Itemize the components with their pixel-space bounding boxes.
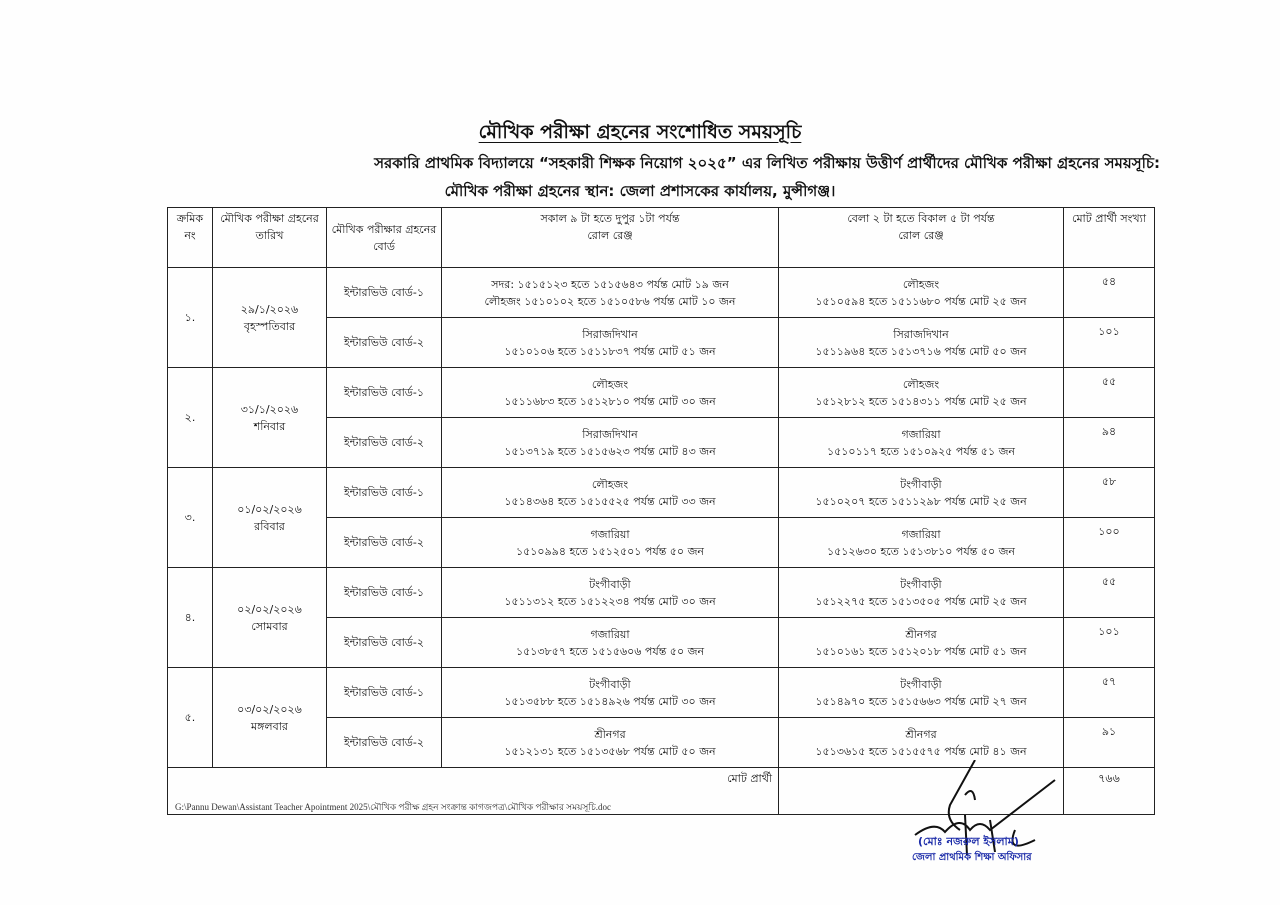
board-cell: ইন্টারভিউ বোর্ড-২	[327, 618, 442, 668]
afternoon-location: গজারিয়া	[901, 527, 941, 541]
morning-roll-range: ১৫১৩৫৮৮ হতে ১৫১৪৯২৬ পর্যন্ত মোট ৩০ জন	[504, 694, 716, 708]
header-date: মৌখিক পরীক্ষা গ্রহনের তারিখ	[213, 208, 327, 268]
morning-location: সিরাজদিখান	[582, 327, 638, 341]
afternoon-range-cell	[779, 668, 1064, 718]
morning-range-cell	[442, 418, 779, 468]
total-candidates-cell: ৫৭	[1064, 668, 1155, 718]
afternoon-location: শ্রীনগর	[905, 627, 937, 641]
document-title	[0, 118, 1280, 150]
morning-location: শ্রীনগর	[594, 727, 626, 741]
morning-location: টংগীবাড়ী	[589, 577, 631, 591]
table-row	[168, 468, 1155, 518]
date-cell	[213, 568, 327, 668]
morning-range-cell	[442, 568, 779, 618]
afternoon-location: সিরাজদিখান	[893, 327, 949, 341]
afternoon-roll-range: ১৫১০১১৭ হতে ১৫১০৯২৫ পর্যন্ত ৫১ জন	[827, 444, 1015, 458]
afternoon-roll-range: ১৫১২২৭৫ হতে ১৫১৩৫০৫ পর্যন্ত মোট ২৫ জন	[815, 594, 1027, 608]
exam-day: সোমবার	[251, 619, 288, 633]
morning-location: সদর: ১৫১৫১২৩ হতে ১৫১৫৬৪৩ পর্যন্ত মোট ১৯ জন	[491, 277, 729, 291]
total-candidates-cell: ৯৪	[1064, 418, 1155, 468]
morning-range-cell	[442, 468, 779, 518]
morning-range-cell	[442, 518, 779, 568]
date-cell	[213, 468, 327, 568]
header-morning-sub: রোল রেঞ্জ	[587, 229, 633, 242]
afternoon-range-cell	[779, 268, 1064, 318]
exam-date: ০৩/০২/২০২৬	[237, 702, 302, 716]
afternoon-roll-range: ১৫১০২০৭ হতে ১৫১১২৯৮ পর্যন্ত মোট ২৫ জন	[815, 494, 1027, 508]
serial-cell: ২.	[168, 368, 213, 468]
header-total: মোট প্রার্থী সংখ্যা	[1064, 208, 1155, 268]
morning-roll-range: ১৫১২১৩১ হতে ১৫১৩৫৬৮ পর্যন্ত মোট ৫০ জন	[504, 744, 716, 758]
table-row	[168, 568, 1155, 618]
afternoon-location: শ্রীনগর	[905, 727, 937, 741]
exam-date: ২৯/১/২০২৬	[240, 302, 299, 316]
board-cell: ইন্টারভিউ বোর্ড-১	[327, 568, 442, 618]
morning-roll-range: ১৫১৩৮৫৭ হতে ১৫১৫৬০৬ পর্যন্ত ৫০ জন	[515, 644, 705, 658]
document-subtitle: সরকারি প্রাথমিক বিদ্যালয়ে “সহকারী শিক্ষক নিয়োগ ২০২৫” এর লিখিত পরীক্ষায় উত্তীর্ণ প্রার্থীদের মৌখিক পরীক্ষা গ্রহনের সময়সূচি:	[374, 154, 1160, 172]
exam-day: শনিবার	[253, 419, 286, 433]
board-cell: ইন্টারভিউ বোর্ড-১	[327, 368, 442, 418]
header-afternoon-sub: রোল রেঞ্জ	[898, 229, 944, 242]
exam-day: বৃহস্পতিবার	[243, 319, 296, 333]
morning-location: গজারিয়া	[590, 527, 630, 541]
date-cell	[213, 368, 327, 468]
afternoon-roll-range: ১৫১১৯৬৪ হতে ১৫১৩৭১৬ পর্যন্ত মোট ৫০ জন	[815, 344, 1027, 358]
signatory-name: (মোঃ নজরুল ইসলাম)	[918, 835, 1019, 848]
morning-roll-range: ১৫১১৩১২ হতে ১৫১২২৩৪ পর্যন্ত মোট ৩০ জন	[504, 594, 716, 608]
title-text: মৌখিক পরীক্ষা গ্রহনের সংশোধিত সময়সূচি	[478, 121, 802, 143]
exam-date: ৩১/১/২০২৬	[240, 402, 299, 416]
header-afternoon-time: বেলা ২ টা হতে বিকাল ৫ টা পর্যন্ত	[847, 212, 995, 225]
footer-file-path: G:\Pannu Dewan\Assistant Teacher Apointment 2025\মৌখিক পরীক্ষ গ্রহন সংক্রান্ত কাগজপত্র\মৌখিক পরীক্ষার সময়সূচি.doc	[175, 802, 612, 812]
morning-roll-range: ১৫১০১০৬ হতে ১৫১১৮৩৭ পর্যন্ত মোট ৫১ জন	[504, 344, 716, 358]
afternoon-location: টংগীবাড়ী	[900, 677, 942, 691]
afternoon-location: লৌহজং	[902, 377, 940, 391]
afternoon-location: টংগীবাড়ী	[900, 477, 942, 491]
total-candidates-cell: ৫৫	[1064, 368, 1155, 418]
total-candidates-cell: ১০০	[1064, 518, 1155, 568]
total-candidates-cell: ৫৪	[1064, 268, 1155, 318]
schedule-body	[168, 268, 1155, 815]
afternoon-range-cell	[779, 468, 1064, 518]
morning-location: লৌহজং	[591, 477, 629, 491]
header-morning-time: সকাল ৯ টা হতে দুপুর ১টা পর্যন্ত	[540, 212, 680, 225]
total-candidates-cell: ৫৮	[1064, 468, 1155, 518]
header-morning	[442, 208, 779, 268]
afternoon-roll-range: ১৫১২৮১২ হতে ১৫১৪৩১১ পর্যন্ত মোট ২৫ জন	[815, 394, 1027, 408]
grand-total-value: ৭৬৬	[1064, 768, 1155, 815]
signatory-designation: জেলা প্রাথমিক শিক্ষা অফিসার	[912, 852, 1032, 863]
morning-roll-range: ১৫১১৬৮৩ হতে ১৫১২৮১০ পর্যন্ত মোট ৩০ জন	[504, 394, 716, 408]
board-cell: ইন্টারভিউ বোর্ড-২	[327, 418, 442, 468]
board-cell: ইন্টারভিউ বোর্ড-২	[327, 318, 442, 368]
afternoon-range-cell	[779, 568, 1064, 618]
exam-date: ০২/০২/২০২৬	[237, 602, 302, 616]
header-afternoon	[779, 208, 1064, 268]
morning-location: লৌহজং	[591, 377, 629, 391]
table-row	[168, 268, 1155, 318]
morning-location: টংগীবাড়ী	[589, 677, 631, 691]
header-serial: ক্রমিক নং	[168, 208, 213, 268]
morning-range-cell	[442, 668, 779, 718]
exam-venue: মৌখিক পরীক্ষা গ্রহনের স্থান: জেলা প্রশাসকের কার্যালয়, মুন্সীগঞ্জ।	[444, 182, 836, 200]
afternoon-range-cell	[779, 518, 1064, 568]
morning-range-cell	[442, 718, 779, 768]
table-header-row	[168, 208, 1155, 268]
afternoon-location: টংগীবাড়ী	[900, 577, 942, 591]
morning-location: গজারিয়া	[590, 627, 630, 641]
exam-date: ০১/০২/২০২৬	[237, 502, 302, 516]
morning-range-cell	[442, 368, 779, 418]
exam-day: রবিবার	[254, 519, 285, 533]
board-cell: ইন্টারভিউ বোর্ড-১	[327, 468, 442, 518]
afternoon-roll-range: ১৫১০১৬১ হতে ১৫১২০১৮ পর্যন্ত মোট ৫১ জন	[815, 644, 1027, 658]
board-cell: ইন্টারভিউ বোর্ড-২	[327, 518, 442, 568]
exam-day: মঙ্গলবার	[251, 719, 288, 733]
afternoon-roll-range: ১৫১০৫৯৪ হতে ১৫১১৬৮০ পর্যন্ত মোট ২৫ জন	[815, 294, 1027, 308]
morning-roll-range: লৌহজং ১৫১০১০২ হতে ১৫১০৫৮৬ পর্যন্ত মোট ১০ জন	[484, 294, 736, 308]
afternoon-range-cell	[779, 618, 1064, 668]
header-board-text: মৌখিক পরীক্ষার গ্রহনের বোর্ড	[331, 222, 437, 253]
afternoon-roll-range: ১৫১৪৯৭০ হতে ১৫১৫৬৬৩ পর্যন্ত মোট ২৭ জন	[815, 694, 1027, 708]
table-row	[168, 668, 1155, 718]
morning-range-cell	[442, 318, 779, 368]
header-board	[327, 208, 442, 268]
total-candidates-cell: ১০১	[1064, 618, 1155, 668]
morning-range-cell	[442, 268, 779, 318]
morning-location: সিরাজদিখান	[582, 427, 638, 441]
morning-range-cell	[442, 618, 779, 668]
serial-cell: ৩.	[168, 468, 213, 568]
schedule-table	[167, 207, 1155, 815]
afternoon-roll-range: ১৫১৩৬১৫ হতে ১৫১৫৫৭৫ পর্যন্ত মোট ৪১ জন	[815, 744, 1027, 758]
morning-roll-range: ১৫১০৯৯৪ হতে ১৫১২৫০১ পর্যন্ত ৫০ জন	[516, 544, 704, 558]
morning-roll-range: ১৫১৪৩৬৪ হতে ১৫১৫৫২৫ পর্যন্ত মোট ৩৩ জন	[504, 494, 716, 508]
afternoon-range-cell	[779, 368, 1064, 418]
total-candidates-cell: ৫৫	[1064, 568, 1155, 618]
serial-cell: ১.	[168, 268, 213, 368]
serial-cell: ৪.	[168, 568, 213, 668]
afternoon-location: লৌহজং	[902, 277, 940, 291]
serial-cell: ৫.	[168, 668, 213, 768]
date-cell	[213, 668, 327, 768]
total-candidates-cell: ৯১	[1064, 718, 1155, 768]
afternoon-roll-range: ১৫১২৬৩০ হতে ১৫১৩৮১০ পর্যন্ত ৫০ জন	[826, 544, 1016, 558]
afternoon-range-cell	[779, 318, 1064, 368]
grand-total-label: মোট প্রার্থী	[168, 768, 779, 815]
date-cell	[213, 268, 327, 368]
board-cell: ইন্টারভিউ বোর্ড-২	[327, 718, 442, 768]
table-row	[168, 368, 1155, 418]
board-cell: ইন্টারভিউ বোর্ড-১	[327, 668, 442, 718]
afternoon-range-cell	[779, 418, 1064, 468]
board-cell: ইন্টারভিউ বোর্ড-১	[327, 268, 442, 318]
total-candidates-cell: ১০১	[1064, 318, 1155, 368]
morning-roll-range: ১৫১৩৭১৯ হতে ১৫১৫৬২৩ পর্যন্ত মোট ৪৩ জন	[504, 444, 716, 458]
afternoon-location: গজারিয়া	[901, 427, 941, 441]
